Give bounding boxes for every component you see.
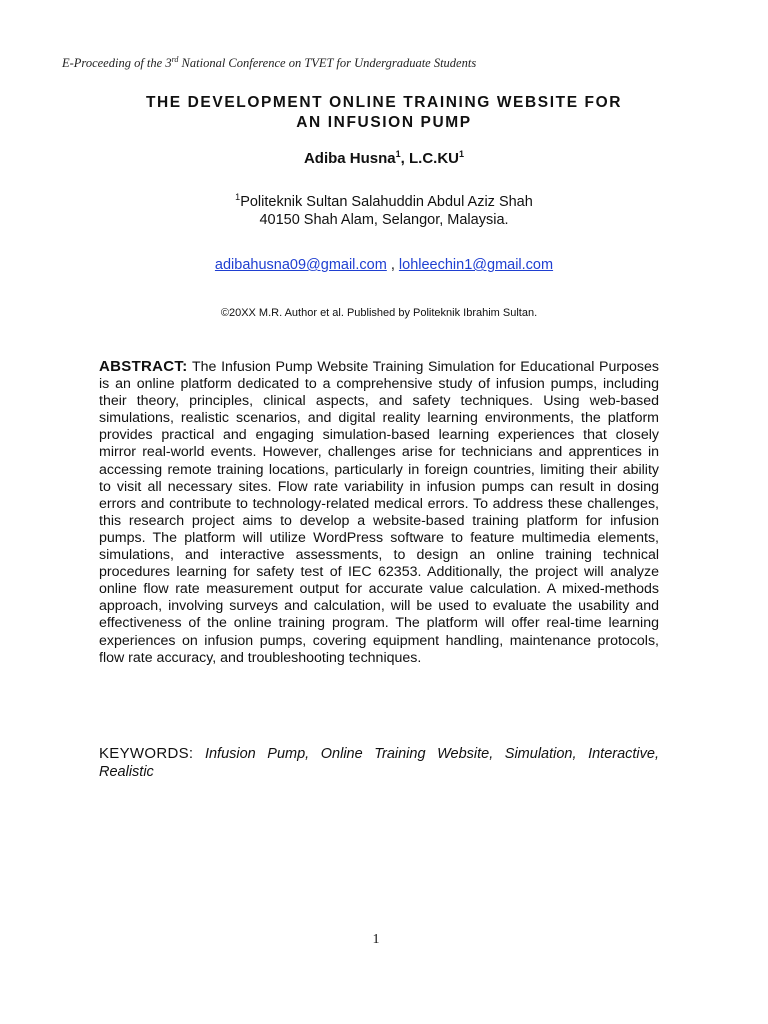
running-header-ordinal: rd [171,55,179,64]
author-list [0,149,768,167]
running-header [62,55,702,71]
author-affiliation-marker: 1 [459,149,465,159]
running-header-prefix: E-Proceeding of the 3 [62,56,172,71]
page-number: 1 [372,932,380,947]
copyright-notice: ©20XX M.R. Author et al. Published by Politeknik Ibrahim Sultan. [220,307,538,319]
abstract [99,358,659,667]
keywords-text: Infusion Pump, Online Training Website, Simulation, Interactive, Realistic [99,746,659,780]
contact-emails [0,257,768,273]
paper-title [60,93,708,133]
running-header-suffix: National Conference on TVET for Undergraduate Students [178,56,477,71]
keywords-label: KEYWORDS: [99,745,194,762]
abstract-text: The Infusion Pump Website Training Simulation for Educational Purposes is an online platform dedicated to a comprehensive study of infusion pumps, including their theory, principles, clinical aspects, and safety techniques. Using web-based simulations, realistic scenarios, and digital reality learning environments, the platform provides practical and engaging simulation-based learning experiences that closely mirror real-world events. However, challenges arise for technicians and apprentices in accessing remote training locations, particularly in foreign countries, limiting their ability to visit all necessary sites. Flow rate variability in infusion pumps can result in dosing errors and contribute to technology-related medical errors. To address these challenges, this research project aims to develop a website-based training platform for infusion pumps. The platform will utilize WordPress software to feature multimedia elements, simulations, and interactive assessments, to design an online training technical procedures learning for safety test of IEC 62353. Additionally, the project will analyze online flow rate measurement output for accurate value calculation. A mixed-methods approach, involving surveys and calculation, will be used to evaluate the usability and effectiveness of the online training program. The platform will offer real-time learning experiences on infusion pumps, covering equipment handling, maintenance protocols, flow rate accuracy, and troubleshooting techniques. [99,359,659,666]
affiliation [0,188,768,229]
author-affiliation-marker: 1 [395,149,401,159]
affiliation-line-2: 40150 Shah Alam, Selangor, Malaysia. [259,211,509,228]
keywords [99,745,659,781]
email-link-2[interactable]: lohleechin1@gmail.com [398,257,554,273]
affiliation-marker: 1 [235,192,241,202]
author-name: Adiba Husna [303,150,396,167]
paper-title-line-1: THE DEVELOPMENT ONLINE TRAINING WEBSITE FOR [145,94,623,111]
affiliation-institution: Politeknik Sultan Salahuddin Abdul Aziz Shah [240,193,533,210]
paper-title-line-2: AN INFUSION PUMP [296,114,472,131]
affiliation-line-1 [0,188,768,211]
email-separator: , [386,257,399,273]
author-separator: , [400,150,410,167]
author-name: L.C.KU [409,150,460,167]
abstract-label: ABSTRACT: [99,358,188,375]
email-link-1[interactable]: adibahusna09@gmail.com [214,257,387,273]
